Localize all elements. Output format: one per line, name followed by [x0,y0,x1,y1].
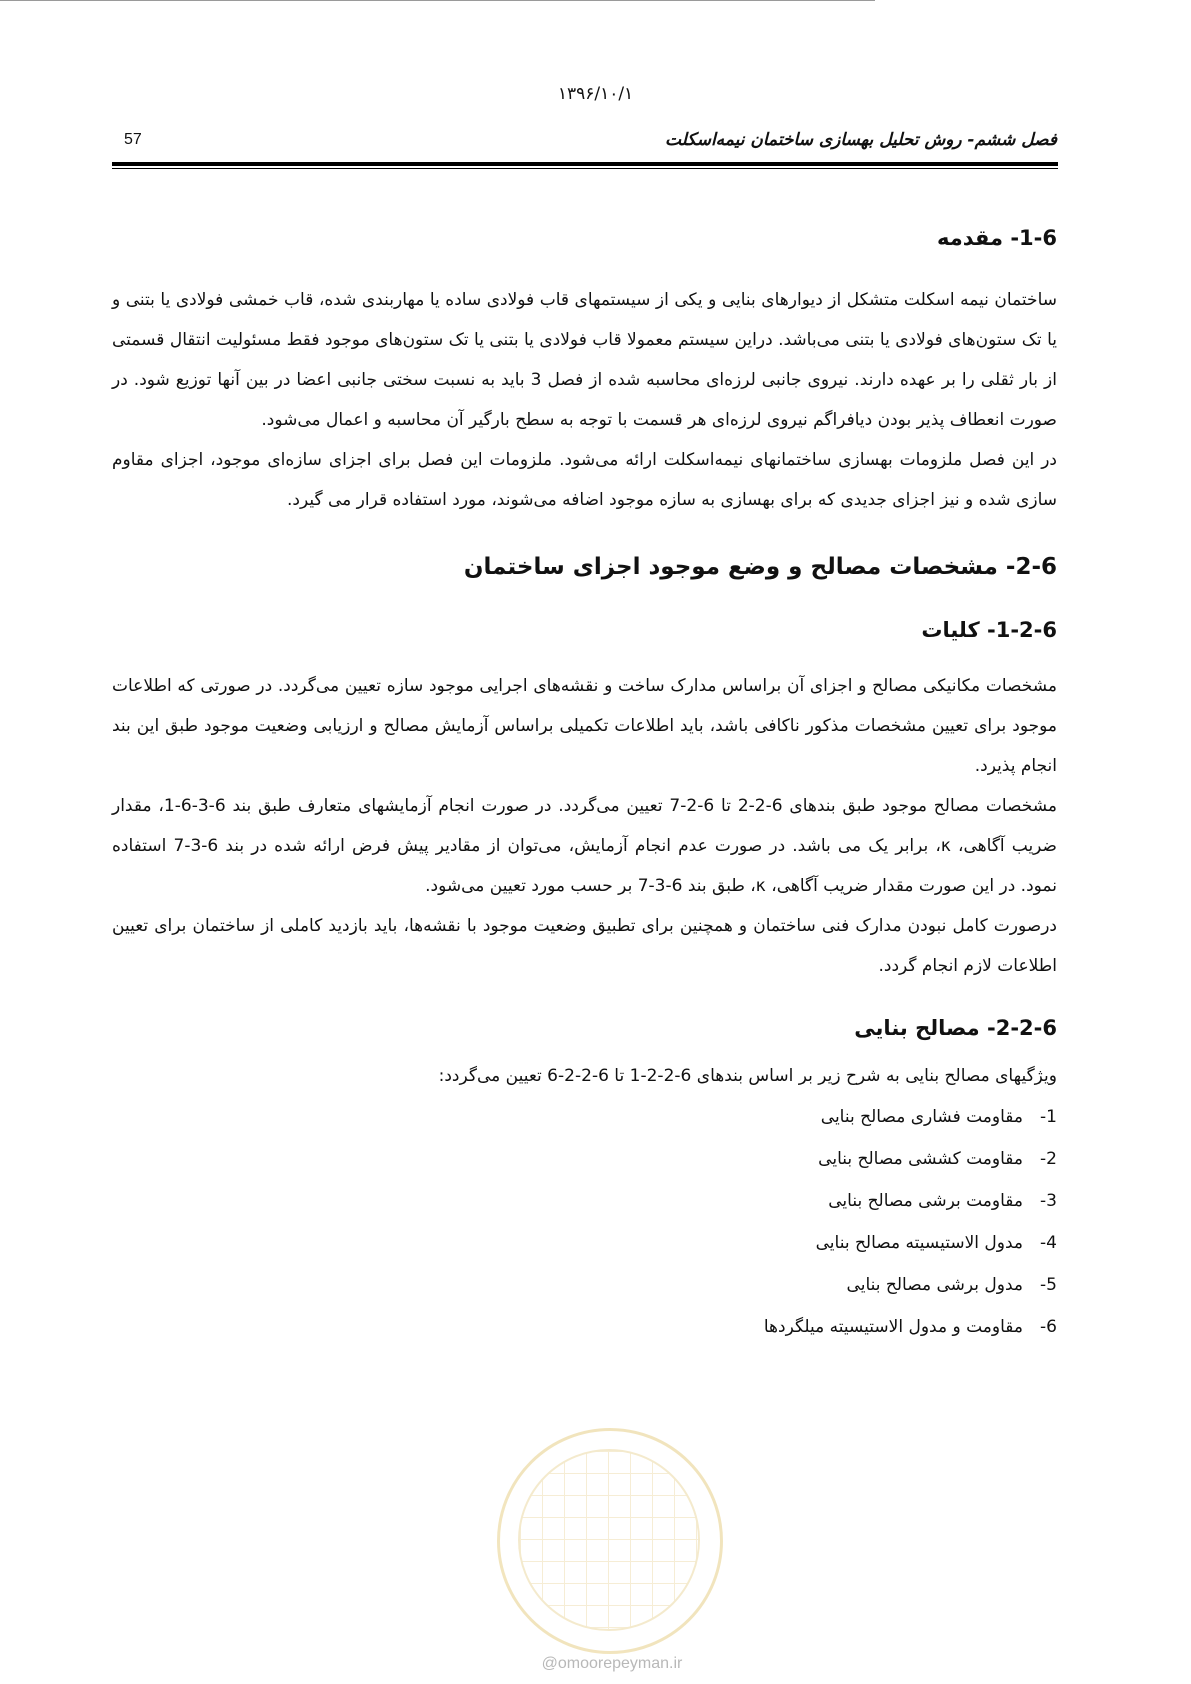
paragraph-general-2: مشخصات مصالح موجود طبق بندهای 6-2-2 تا 6-2-7 تعیین می‌گردد. در صورت انجام آزمایشهای متعارف طبق بند 6-3-6-1، مقدار ضریب آگاهی، κ، برابر یک می باشد. در صورت عدم انجام آزمایش، می‌توان از مقادیر پیش فرض ارائه شده در بند 6-3-7 استفاده نمود. در این صورت مقدار ضریب آگاهی، κ، طبق بند 6-3-7 بر حسب مورد تعیین می‌شود. [112,796,1058,896]
list-item [112,1096,1057,1138]
list-item-number: 3- [1040,1191,1057,1211]
header-rule-thick [112,162,1058,166]
section-heading-masonry: 2-2-6- مصالح بنایی [854,1016,1057,1040]
section-heading-introduction: 1-6- مقدمه [937,226,1057,250]
list-item-number: 5- [1040,1275,1057,1295]
top-rule [0,0,875,1]
list-item-text: مدول برشی مصالح بنایی [846,1275,1023,1295]
paragraph-intro-2: در این فصل ملزومات بهسازی ساختمانهای نیمه‌اسکلت ارائه می‌شود. ملزومات این فصل برای اجزای سازه‌ای موجود، اجزای مقاوم سازی شده و نیز اجزای جدیدی که برای بهسازی به سازه موجود اضافه می‌شوند، مورد استفاده قرار می گیرد. [112,450,1057,510]
watermark-url: @omoorepeyman.ir [541,1655,683,1672]
list-item-number: 6- [1040,1317,1057,1337]
section-heading-general: 1-2-6- کلیات [921,618,1057,642]
list-item [112,1264,1057,1306]
list-item [112,1222,1057,1264]
list-item-text: مدول الاستیسیته مصالح بنایی [815,1233,1023,1253]
watermark-grid-icon [518,1449,700,1631]
list-item [112,1306,1057,1348]
list-item-text: مقاومت برشی مصالح بنایی [828,1191,1023,1211]
paragraph-masonry-intro: ویژگیهای مصالح بنایی به شرح زیر بر اساس بندهای 6-2-2-1 تا 6-2-2-6 تعیین می‌گردد: [438,1066,1057,1086]
list-item-text: مقاومت و مدول الاستیسیته میلگردها [763,1317,1023,1337]
page-number: 57 [124,131,142,148]
list-item-text: مقاومت فشاری مصالح بنایی [820,1107,1023,1127]
list-item-number: 4- [1040,1233,1057,1253]
paragraph-general-3: درصورت کامل نبودن مدارک فنی ساختمان و همچنین برای تطبیق وضعیت موجود با نقشه‌ها، باید بازدید کاملی از ساختمان برای تعیین اطلاعات لازم انجام گردد. [112,916,1057,976]
page-content [112,226,1057,1348]
masonry-properties-list [112,1096,1057,1348]
list-item-text: مقاومت کششی مصالح بنایی [818,1149,1023,1169]
section-heading-materials: 2-6- مشخصات مصالح و وضع موجود اجزای ساختمان [463,554,1057,580]
watermark-seal-icon [497,1428,723,1654]
list-item [112,1180,1057,1222]
list-item [112,1138,1057,1180]
paragraph-general-1: مشخصات مکانیکی مصالح و اجزای آن براساس مدارک ساخت و نقشه‌های اجرایی موجود سازه تعیین می‌گردد. در صورتی که اطلاعات موجود برای تعیین مشخصات مذکور ناکافی باشد، باید اطلاعات تکمیلی براساس آزمایش مصالح و ارزیابی وضعیت موجود طبق این بند انجام پذیرد. [112,676,1057,776]
date-stamp: ۱۳۹۶/۱۰/۱ [557,84,634,104]
list-item-number: 1- [1040,1107,1057,1127]
header-rule-thin [112,168,1058,169]
list-item-number: 2- [1040,1149,1057,1169]
paragraph-intro-1: ساختمان نیمه اسکلت متشکل از دیوارهای بنایی و یکی از سیستمهای قاب فولادی ساده یا مهاربندی شده، قاب خمشی فولادی یا بتنی و یا تک ستون‌های فولادی یا بتنی می‌باشد. دراین سیستم معمولا قاب فولادی یا بتنی یا تک ستون‌های موجود فقط مسئولیت انتقال قسمتی از بار ثقلی را بر عهده دارند. نیروی جانبی لرزه‌ای محاسبه شده از فصل 3 باید به نسبت سختی جانبی اعضا در بین آنها توزیع شود. در صورت انعطاف پذیر بودن دیافراگم نیروی لرزه‌ای هر قسمت با توجه به سطح بارگیر آن محاسبه و اعمال می‌شود. [112,290,1057,430]
chapter-title: فصل ششم- روش تحلیل بهسازی ساختمان نیمه‌اسکلت [664,130,1057,150]
